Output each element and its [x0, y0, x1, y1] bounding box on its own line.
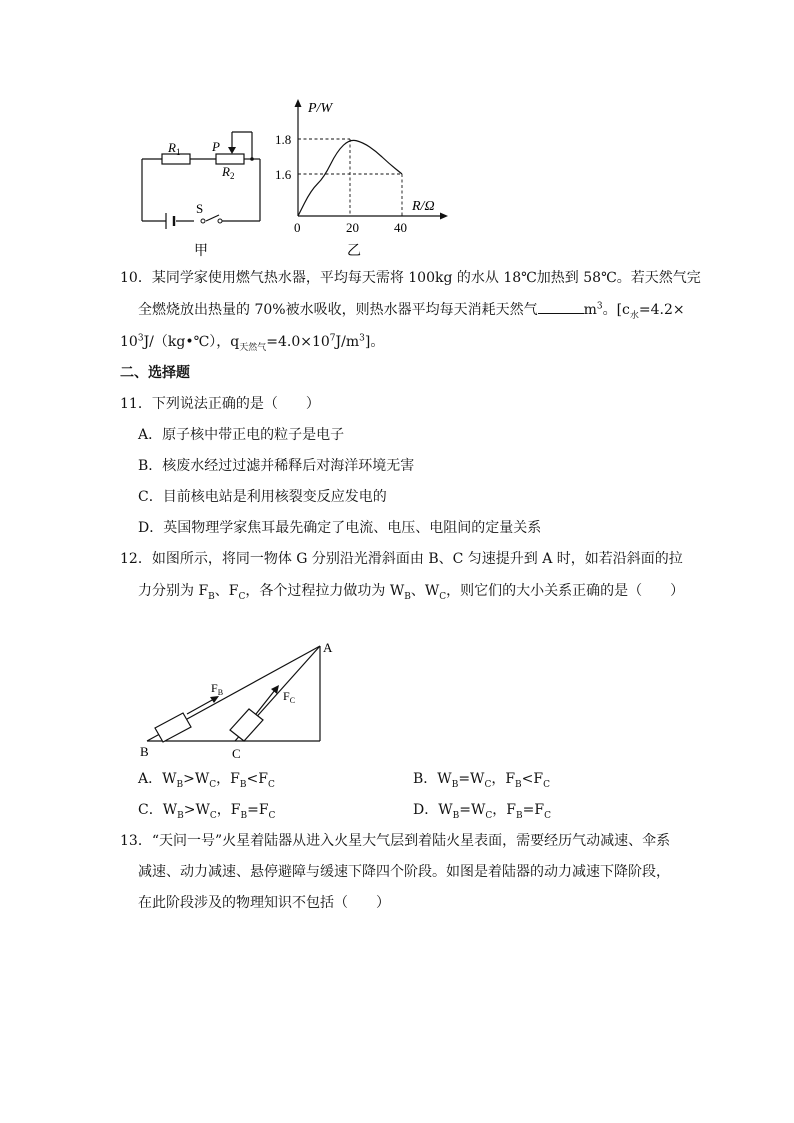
- q12-line-1: 12．如图所示，将同一物体 G 分别沿光滑斜面由 B、C 匀速提升到 A 时，如若沿斜面的拉: [120, 551, 683, 567]
- q12-option-b[interactable]: B．$W_B=W_C$，$F_B<F_C$: [413, 771, 551, 790]
- q11-option-a[interactable]: A．原子核中带正电的粒子是电子: [138, 427, 345, 443]
- y-tick-1.8: 1.8: [275, 132, 292, 147]
- label-a: A: [323, 640, 333, 655]
- label-fc: $F_C$: [283, 689, 296, 705]
- x-tick-0: 0: [294, 220, 301, 235]
- y-axis-label: P/W: [308, 101, 333, 116]
- x-tick-20: 20: [346, 220, 359, 235]
- q13-line-2: 减速、动力减速、悬停避障与缓速下降四个阶段。如图是着陆器的动力减速下降阶段，: [138, 864, 670, 880]
- incline-diagram: [135, 636, 345, 764]
- q11-option-b[interactable]: B．核废水经过过滤并稀释后对海洋环境无害: [138, 458, 415, 474]
- x-tick-40: 40: [394, 220, 407, 235]
- q11-option-c[interactable]: C．目前核电站是利用核裂变反应发电的: [138, 489, 387, 505]
- caption-yi: 乙: [347, 244, 361, 259]
- answer-blank[interactable]: [538, 300, 584, 314]
- y-axis-arrow: [295, 99, 302, 107]
- block-c: [230, 709, 263, 741]
- q10-line-3: $10^3J/(kg•℃)$，$q_{天然气}=4.0\times 10^7J/m^3$]。: [120, 333, 385, 353]
- q11-option-d[interactable]: D．英国物理学家焦耳最先确定了电流、电压、电阻间的定量关系: [138, 520, 542, 536]
- q12-option-d[interactable]: D．$W_B=W_C$，$F_B=F_C$: [413, 802, 551, 821]
- q12-option-c[interactable]: C．$W_B>W_C$，$F_B=F_C$: [138, 802, 276, 821]
- x-axis-label: R/Ω: [412, 199, 435, 214]
- caption-jia: 甲: [194, 244, 208, 259]
- label-switch: S: [196, 201, 204, 216]
- block-b: [155, 713, 191, 742]
- label-r2: $R_2$: [222, 164, 235, 181]
- section-heading-choice: 二、选择题: [120, 365, 190, 381]
- q12-line-2: 力分别为 $F_B$、$F_C$，各个过程拉力做功为 $W_B$、$W_C$，则它们的大小关系正确的是（ ）: [138, 583, 685, 602]
- q10-line-1: 10．某同学家使用燃气热水器，平均每天需将 100kg 的水从 18℃加热到 58℃。若天然气完: [120, 270, 701, 286]
- label-fb: $F_B$: [211, 681, 224, 697]
- resistor-r2: [216, 154, 244, 164]
- label-r1: $R_1$: [168, 140, 181, 157]
- label-c: C: [232, 746, 241, 761]
- label-p: P: [212, 139, 220, 154]
- y-tick-1.6: 1.6: [275, 167, 292, 182]
- circuit-diagram: [130, 122, 275, 262]
- x-axis-arrow: [440, 213, 448, 220]
- q12-option-a[interactable]: A．$W_B>W_C$，$F_B<F_C$: [138, 771, 275, 790]
- q13-line-3: 在此阶段涉及的物理知识不包括（ ）: [138, 895, 390, 911]
- power-resistance-graph: [270, 96, 455, 262]
- q11-stem: 11．下列说法正确的是（ ）: [120, 396, 320, 412]
- label-b: B: [140, 744, 149, 759]
- q13-line-1: 13．“天问一号”火星着陆器从进入火星大气层到着陆火星表面，需要经历气动减速、伞系: [120, 833, 671, 849]
- q10-line-2: 全燃烧放出热量的 70%被水吸收，则热水器平均每天消耗天然气 $m^3$。[$c_水=4.2\times$: [138, 301, 685, 321]
- slider-arrow: [228, 147, 236, 154]
